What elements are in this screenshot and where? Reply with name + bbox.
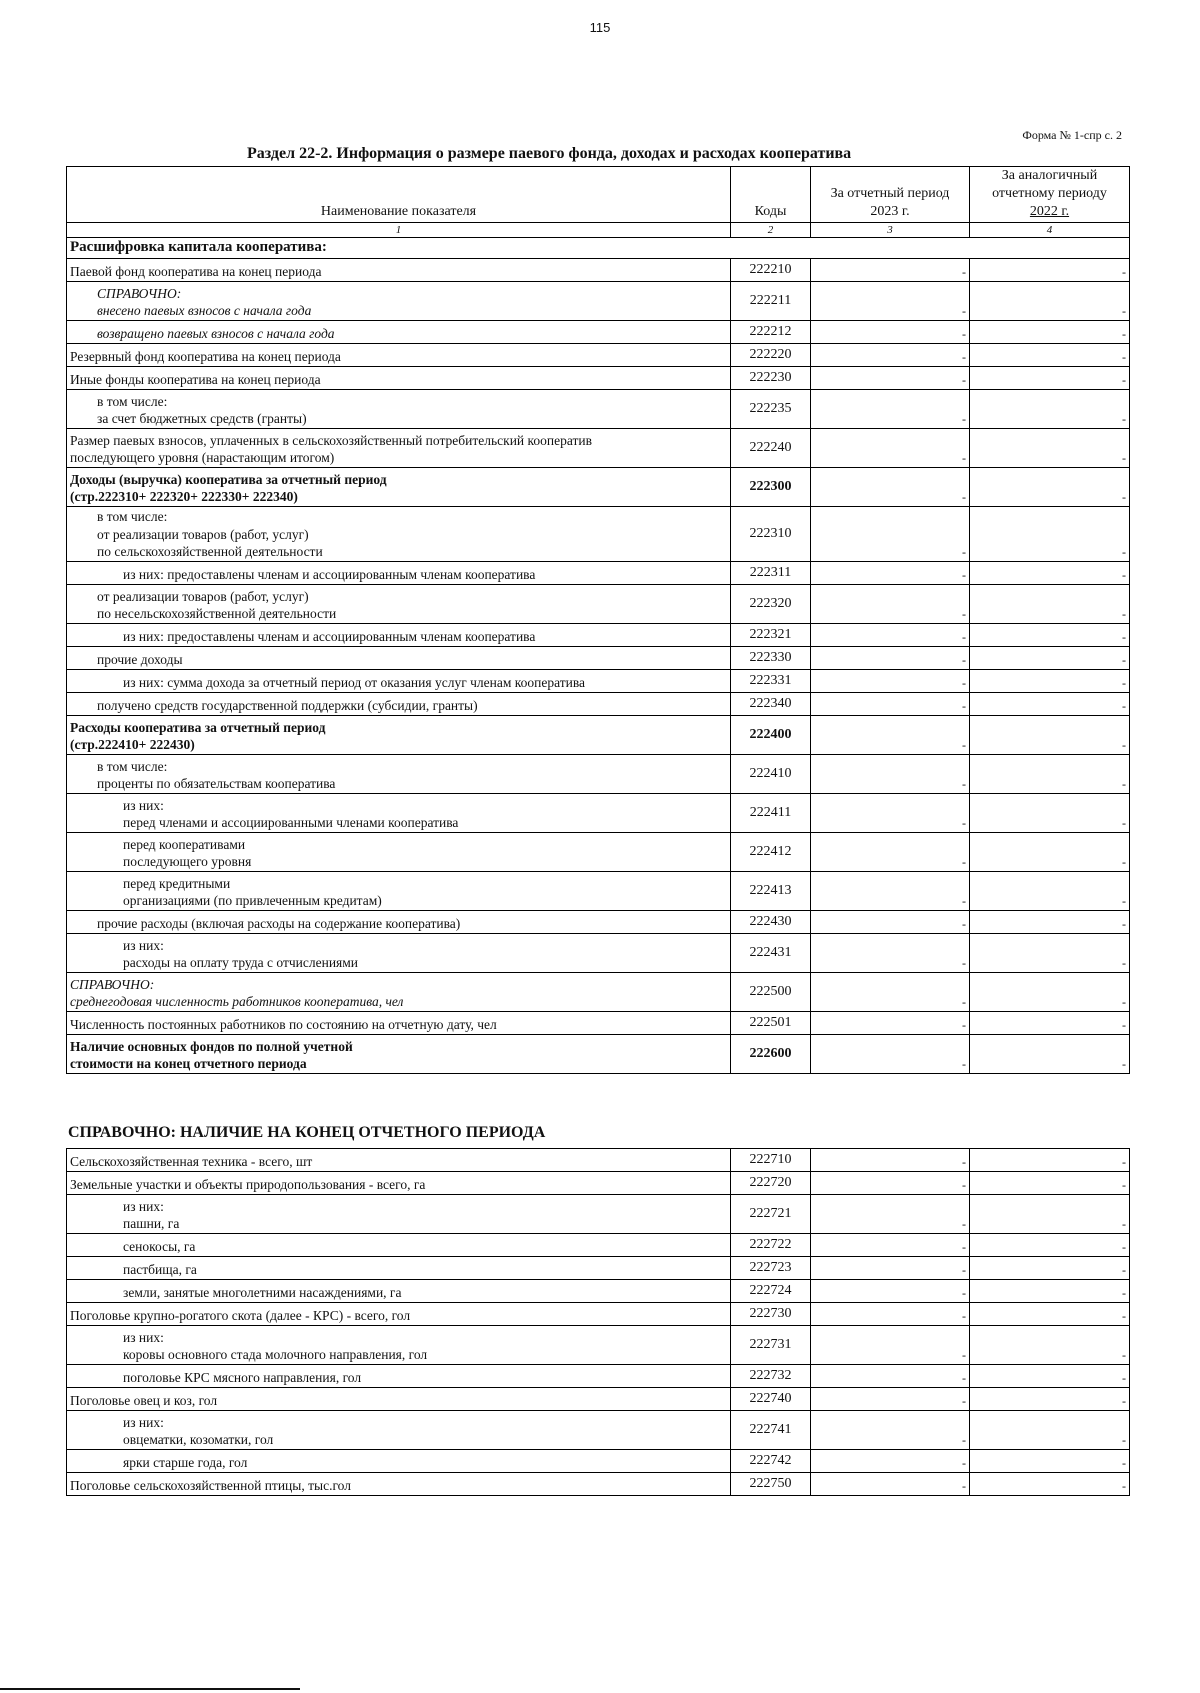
header-name: Наименование показателя <box>67 167 731 223</box>
reference-table <box>66 1148 1130 1496</box>
table-row <box>67 366 1130 389</box>
row-code: 222311 <box>731 561 811 584</box>
value-prior-period: - <box>970 646 1130 669</box>
indicator-name <box>67 1326 731 1365</box>
bottom-rule <box>0 1688 300 1690</box>
indicator-name-line: возвращено паевых взносов с начала года <box>97 326 335 342</box>
indicator-name <box>67 871 731 910</box>
value-prior-period: - <box>970 561 1130 584</box>
indicator-name <box>67 669 731 692</box>
indicator-name <box>67 1195 731 1234</box>
indicator-name-line: поголовье КРС мясного направления, гол <box>123 1370 362 1386</box>
indicator-name <box>67 1034 731 1073</box>
value-prior-period: - <box>970 1172 1130 1195</box>
indicator-name <box>67 561 731 584</box>
table-row <box>67 1365 1130 1388</box>
row-code: 222500 <box>731 972 811 1011</box>
value-current-period: - <box>811 1280 970 1303</box>
value-current-period: - <box>811 1303 970 1326</box>
header-row <box>67 167 1130 223</box>
value-current-period: - <box>811 584 970 623</box>
table-row <box>67 1234 1130 1257</box>
row-code: 222723 <box>731 1257 811 1280</box>
value-current-period: - <box>811 1473 970 1496</box>
value-prior-period: - <box>970 715 1130 754</box>
indicator-name-line: сенокосы, га <box>123 1239 196 1255</box>
value-current-period: - <box>811 933 970 972</box>
value-current-period: - <box>811 389 970 428</box>
row-code: 222300 <box>731 467 811 506</box>
row-code: 222310 <box>731 506 811 561</box>
row-code: 222220 <box>731 343 811 366</box>
value-prior-period: - <box>970 1034 1130 1073</box>
indicator-name-line: по сельскохозяйственной деятельности <box>97 544 323 560</box>
value-current-period: - <box>811 1257 970 1280</box>
value-current-period: - <box>811 832 970 871</box>
indicator-name-line: в том числе: <box>97 758 168 774</box>
value-current-period: - <box>811 366 970 389</box>
indicator-name-line: Иные фонды кооператива на конец периода <box>70 372 321 388</box>
row-code: 222600 <box>731 1034 811 1073</box>
table-row <box>67 1011 1130 1034</box>
value-prior-period: - <box>970 258 1130 281</box>
value-current-period: - <box>811 320 970 343</box>
indicator-name-line: стоимости на конец отчетного периода <box>70 1056 307 1072</box>
indicator-name <box>67 692 731 715</box>
row-code: 222431 <box>731 933 811 972</box>
table-row <box>67 871 1130 910</box>
indicator-name-line: земли, занятые многолетними насаждениями, га <box>123 1285 402 1301</box>
indicator-name-line: Сельскохозяйственная техника - всего, шт <box>70 1154 313 1170</box>
indicator-name-line: пашни, га <box>123 1216 180 1232</box>
value-current-period: - <box>811 669 970 692</box>
value-current-period: - <box>811 561 970 584</box>
row-code: 222722 <box>731 1234 811 1257</box>
reference-heading: СПРАВОЧНО: НАЛИЧИЕ НА КОНЕЦ ОТЧЕТНОГО ПЕРИОДА <box>68 1124 546 1141</box>
row-code: 222413 <box>731 871 811 910</box>
table-row <box>67 389 1130 428</box>
value-prior-period: - <box>970 1011 1130 1034</box>
capital-heading: Расшифровка капитала кооператива: <box>67 237 1130 258</box>
row-code: 222230 <box>731 366 811 389</box>
value-prior-period: - <box>970 933 1130 972</box>
indicator-name-line: среднегодовая численность работников кооператива, чел <box>70 994 404 1010</box>
column-number: 3 <box>811 222 970 237</box>
table-row <box>67 623 1130 646</box>
indicator-name <box>67 1011 731 1034</box>
header-period-prior <box>970 167 1130 223</box>
header-code: Коды <box>731 167 811 223</box>
indicator-name-line: перед членами и ассоциированными членами кооператива <box>123 815 459 831</box>
value-current-period: - <box>811 281 970 320</box>
value-current-period: - <box>811 692 970 715</box>
value-prior-period: - <box>970 281 1130 320</box>
value-current-period: - <box>811 1326 970 1365</box>
row-code: 222724 <box>731 1280 811 1303</box>
table-row <box>67 1411 1130 1450</box>
indicator-name-line: по несельскохозяйственной деятельности <box>97 606 337 622</box>
indicator-name <box>67 320 731 343</box>
row-code: 222750 <box>731 1473 811 1496</box>
table-row <box>67 1195 1130 1234</box>
table-row <box>67 1450 1130 1473</box>
value-prior-period: - <box>970 754 1130 793</box>
header-period-prior-line: отчетному периоду <box>992 186 1107 202</box>
indicator-name-line: (стр.222310+ 222320+ 222330+ 222340) <box>70 489 298 505</box>
indicator-name-line: пастбища, га <box>123 1262 197 1278</box>
table-row <box>67 467 1130 506</box>
value-current-period: - <box>811 871 970 910</box>
indicator-name-line: СПРАВОЧНО: <box>97 285 182 301</box>
table-row <box>67 1473 1130 1496</box>
table-row <box>67 646 1130 669</box>
table-row <box>67 1280 1130 1303</box>
value-current-period: - <box>811 1011 970 1034</box>
cooperative-info-table <box>66 166 1130 1074</box>
column-number: 2 <box>731 222 811 237</box>
row-code: 222235 <box>731 389 811 428</box>
indicator-name-line: из них: сумма дохода за отчетный период от оказания услуг членам кооператива <box>123 675 586 691</box>
indicator-name <box>67 506 731 561</box>
value-current-period: - <box>811 646 970 669</box>
value-prior-period: - <box>970 692 1130 715</box>
value-prior-period: - <box>970 1473 1130 1496</box>
table-row <box>67 1388 1130 1411</box>
indicator-name-line: Резервный фонд кооператива на конец периода <box>70 349 341 365</box>
indicator-name-line: из них: <box>123 1329 164 1345</box>
table-row <box>67 343 1130 366</box>
value-prior-period: - <box>970 910 1130 933</box>
value-current-period: - <box>811 343 970 366</box>
indicator-name-line: получено средств государственной поддержки (субсидии, гранты) <box>97 698 478 714</box>
column-number-row <box>67 222 1130 237</box>
value-current-period: - <box>811 623 970 646</box>
indicator-name <box>67 1149 731 1172</box>
value-current-period: - <box>811 910 970 933</box>
indicator-name-line: Численность постоянных работников по состоянию на отчетную дату, чел <box>70 1017 497 1033</box>
indicator-name <box>67 428 731 467</box>
indicator-name <box>67 1473 731 1496</box>
header-period-current <box>811 167 970 223</box>
table-row <box>67 1257 1130 1280</box>
indicator-name <box>67 715 731 754</box>
page-number: 115 <box>589 20 611 35</box>
indicator-name <box>67 1303 731 1326</box>
row-code: 222211 <box>731 281 811 320</box>
value-prior-period: - <box>970 1303 1130 1326</box>
row-code: 222240 <box>731 428 811 467</box>
header-period-prior-line: За аналогичный <box>1001 168 1098 183</box>
table-row <box>67 832 1130 871</box>
value-prior-period: - <box>970 1234 1130 1257</box>
indicator-name <box>67 1365 731 1388</box>
indicator-name <box>67 389 731 428</box>
table-row <box>67 1034 1130 1073</box>
value-prior-period: - <box>970 467 1130 506</box>
indicator-name <box>67 366 731 389</box>
row-code: 222730 <box>731 1303 811 1326</box>
value-current-period: - <box>811 1365 970 1388</box>
table-row <box>67 933 1130 972</box>
indicator-name <box>67 623 731 646</box>
indicator-name <box>67 832 731 871</box>
row-code: 222720 <box>731 1172 811 1195</box>
indicator-name-line: в том числе: <box>97 509 168 525</box>
row-code: 222331 <box>731 669 811 692</box>
row-code: 222731 <box>731 1326 811 1365</box>
value-current-period: - <box>811 506 970 561</box>
value-current-period: - <box>811 1034 970 1073</box>
indicator-name-line: Поголовье овец и коз, гол <box>70 1393 218 1409</box>
row-code: 222430 <box>731 910 811 933</box>
value-prior-period: - <box>970 1388 1130 1411</box>
row-code: 222411 <box>731 793 811 832</box>
indicator-name-line: СПРАВОЧНО: <box>70 976 155 992</box>
value-current-period: - <box>811 754 970 793</box>
table-row <box>67 910 1130 933</box>
indicator-name-line: в том числе: <box>97 393 168 409</box>
value-prior-period: - <box>970 506 1130 561</box>
value-prior-period: - <box>970 1149 1130 1172</box>
value-current-period: - <box>811 1195 970 1234</box>
table-row <box>67 281 1130 320</box>
indicator-name-line: Расходы кооператива за отчетный период <box>70 719 326 735</box>
row-code: 222330 <box>731 646 811 669</box>
indicator-name-line: расходы на оплату труда с отчислениями <box>123 955 359 971</box>
indicator-name-line: из них: <box>123 1198 164 1214</box>
indicator-name-line: Доходы (выручка) кооператива за отчетный период <box>70 471 387 487</box>
table-row <box>67 793 1130 832</box>
indicator-name-line: последующего уровня (нарастающим итогом) <box>70 450 335 466</box>
indicator-name-line: из них: <box>123 797 164 813</box>
indicator-name-line: проценты по обязательствам кооператива <box>97 776 336 792</box>
indicator-name <box>67 793 731 832</box>
indicator-name <box>67 646 731 669</box>
indicator-name <box>67 1172 731 1195</box>
indicator-name-line: прочие расходы (включая расходы на содержание кооператива) <box>97 916 461 932</box>
table-row <box>67 1172 1130 1195</box>
value-prior-period: - <box>970 1280 1130 1303</box>
column-number: 1 <box>67 222 731 237</box>
row-code: 222410 <box>731 754 811 793</box>
value-current-period: - <box>811 258 970 281</box>
value-prior-period: - <box>970 1365 1130 1388</box>
table-row <box>67 1149 1130 1172</box>
indicator-name <box>67 1257 731 1280</box>
capital-heading-row <box>67 237 1130 258</box>
table-row <box>67 1326 1130 1365</box>
indicator-name-line: перед кредитными <box>123 875 231 891</box>
indicator-name-line: перед кооперативами <box>123 836 246 852</box>
value-prior-period: - <box>970 320 1130 343</box>
table-row <box>67 692 1130 715</box>
indicator-name-line: от реализации товаров (работ, услуг) <box>97 588 309 604</box>
table-row <box>67 754 1130 793</box>
indicator-name <box>67 1450 731 1473</box>
indicator-name-line: овцематки, козоматки, гол <box>123 1432 274 1448</box>
value-prior-period: - <box>970 623 1130 646</box>
indicator-name <box>67 972 731 1011</box>
value-current-period: - <box>811 1411 970 1450</box>
row-code: 222321 <box>731 623 811 646</box>
row-code: 222742 <box>731 1450 811 1473</box>
value-prior-period: - <box>970 1326 1130 1365</box>
indicator-name-line: из них: предоставлены членам и ассоциированным членам кооператива <box>123 629 536 645</box>
value-current-period: - <box>811 1450 970 1473</box>
indicator-name <box>67 258 731 281</box>
row-code: 222340 <box>731 692 811 715</box>
row-code: 222212 <box>731 320 811 343</box>
value-prior-period: - <box>970 1411 1130 1450</box>
form-reference: Форма № 1-спр с. 2 <box>1022 128 1122 142</box>
row-code: 222721 <box>731 1195 811 1234</box>
indicator-name-line: последующего уровня <box>123 854 252 870</box>
value-current-period: - <box>811 1172 970 1195</box>
indicator-name <box>67 1388 731 1411</box>
value-current-period: - <box>811 1234 970 1257</box>
table-row <box>67 506 1130 561</box>
row-code: 222320 <box>731 584 811 623</box>
value-prior-period: - <box>970 669 1130 692</box>
value-current-period: - <box>811 428 970 467</box>
indicator-name-line: из них: <box>123 937 164 953</box>
value-current-period: - <box>811 715 970 754</box>
table-row <box>67 428 1130 467</box>
value-prior-period: - <box>970 343 1130 366</box>
header-period-current-line: 2023 г. <box>870 204 910 220</box>
indicator-name-line: Поголовье сельскохозяйственной птицы, тыс.гол <box>70 1478 351 1494</box>
section-title: Раздел 22-2. Информация о размере паевого фонда, доходах и расходах кооператива <box>247 145 852 162</box>
value-prior-period: - <box>970 793 1130 832</box>
indicator-name-line: Наличие основных фондов по полной учетной <box>70 1038 353 1054</box>
indicator-name-line: (стр.222410+ 222430) <box>70 737 195 753</box>
value-prior-period: - <box>970 1257 1130 1280</box>
row-code: 222400 <box>731 715 811 754</box>
value-current-period: - <box>811 793 970 832</box>
indicator-name <box>67 343 731 366</box>
value-prior-period: - <box>970 871 1130 910</box>
indicator-name-line: за счет бюджетных средств (гранты) <box>97 411 307 427</box>
value-prior-period: - <box>970 428 1130 467</box>
indicator-name <box>67 754 731 793</box>
indicator-name-line: Поголовье крупно-рогатого скота (далее - КРС) - всего, гол <box>70 1308 411 1324</box>
indicator-name <box>67 1234 731 1257</box>
table-row <box>67 1303 1130 1326</box>
value-current-period: - <box>811 1388 970 1411</box>
value-prior-period: - <box>970 366 1130 389</box>
row-code: 222741 <box>731 1411 811 1450</box>
table-row <box>67 584 1130 623</box>
value-prior-period: - <box>970 832 1130 871</box>
indicator-name-line: Земельные участки и объекты природопользования - всего, га <box>70 1177 426 1193</box>
header-period-current-line: За отчетный период <box>830 186 950 202</box>
indicator-name-line: организациями (по привлеченным кредитам) <box>123 893 382 909</box>
value-prior-period: - <box>970 1450 1130 1473</box>
indicator-name-line: из них: предоставлены членам и ассоциированным членам кооператива <box>123 567 536 583</box>
value-prior-period: - <box>970 584 1130 623</box>
table-row <box>67 561 1130 584</box>
row-code: 222210 <box>731 258 811 281</box>
value-current-period: - <box>811 467 970 506</box>
indicator-name-line: ярки старше года, гол <box>123 1455 248 1471</box>
table-row <box>67 972 1130 1011</box>
table-row <box>67 320 1130 343</box>
indicator-name-line: коровы основного стада молочного направления, гол <box>123 1347 428 1363</box>
row-code: 222412 <box>731 832 811 871</box>
indicator-name-line: из них: <box>123 1414 164 1430</box>
indicator-name-line: Паевой фонд кооператива на конец периода <box>70 264 322 280</box>
value-prior-period: - <box>970 972 1130 1011</box>
value-prior-period: - <box>970 1195 1130 1234</box>
row-code: 222501 <box>731 1011 811 1034</box>
indicator-name-line: внесено паевых взносов с начала года <box>97 303 312 319</box>
row-code: 222710 <box>731 1149 811 1172</box>
indicator-name <box>67 1280 731 1303</box>
value-current-period: - <box>811 1149 970 1172</box>
indicator-name <box>67 467 731 506</box>
table-row <box>67 258 1130 281</box>
table-row <box>67 669 1130 692</box>
row-code: 222732 <box>731 1365 811 1388</box>
header-period-prior-line: 2022 г. <box>1029 204 1070 220</box>
indicator-name <box>67 281 731 320</box>
indicator-name <box>67 1411 731 1450</box>
value-prior-period: - <box>970 389 1130 428</box>
table-row <box>67 715 1130 754</box>
row-code: 222740 <box>731 1388 811 1411</box>
value-current-period: - <box>811 972 970 1011</box>
indicator-name <box>67 933 731 972</box>
indicator-name <box>67 584 731 623</box>
indicator-name-line: Размер паевых взносов, уплаченных в сельскохозяйственный потребительский кооператив <box>70 432 593 448</box>
indicator-name-line: прочие доходы <box>97 652 183 668</box>
column-number: 4 <box>970 222 1130 237</box>
indicator-name-line: от реализации товаров (работ, услуг) <box>97 526 309 542</box>
indicator-name <box>67 910 731 933</box>
